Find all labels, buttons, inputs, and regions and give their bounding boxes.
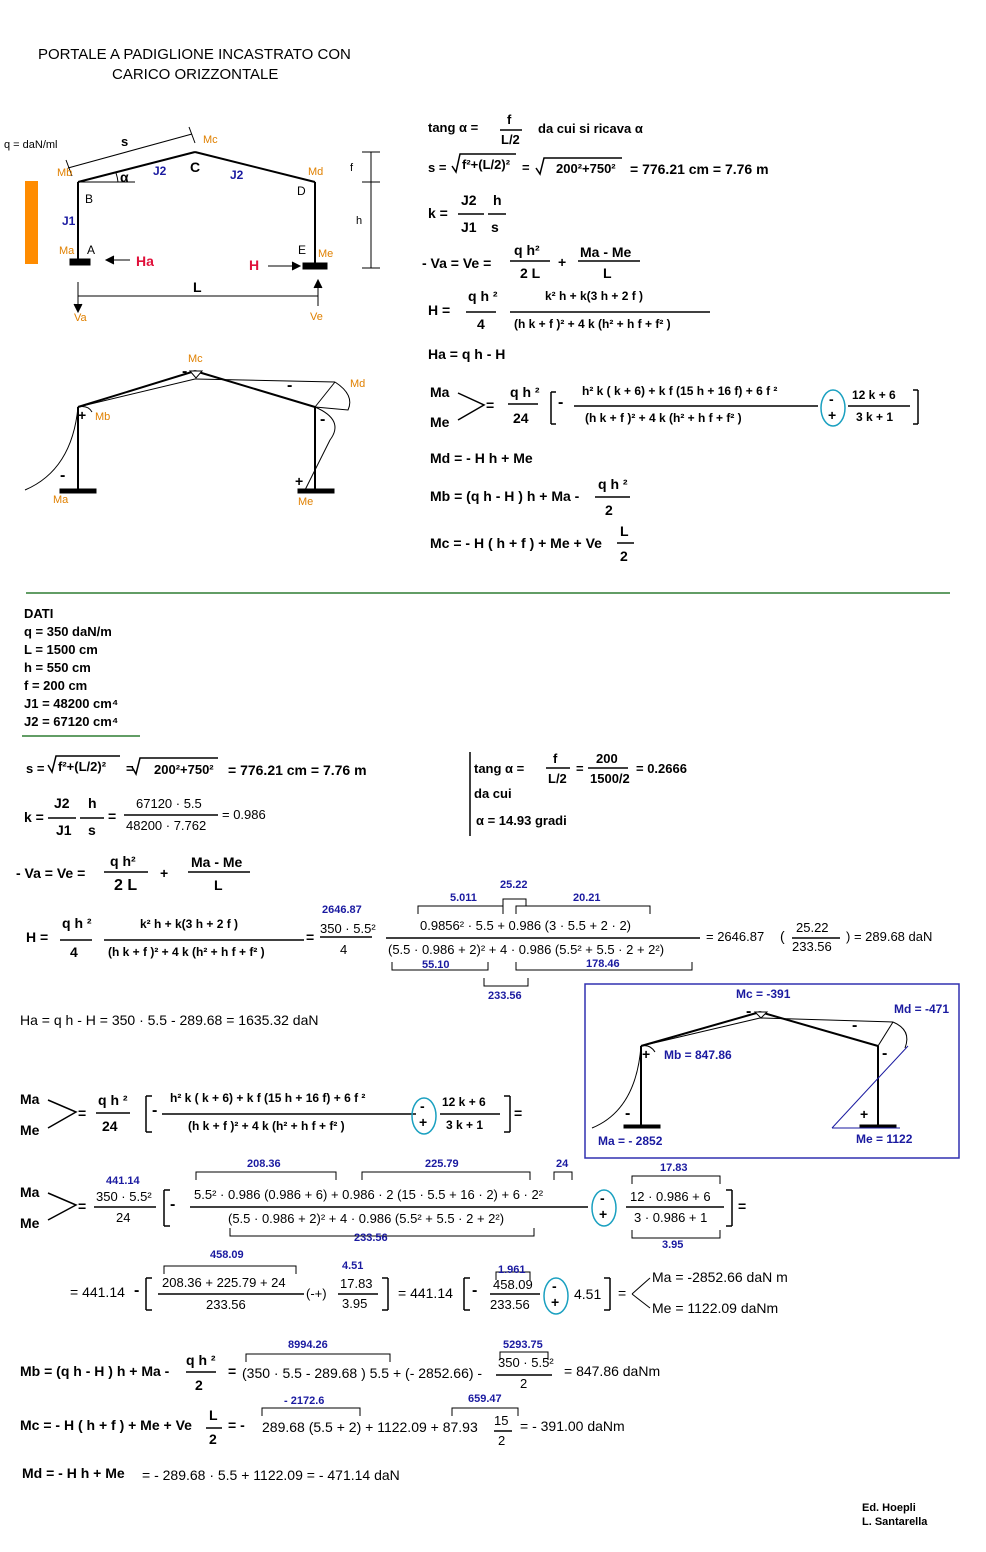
q-label: q = daN/ml bbox=[4, 139, 58, 151]
res-ann3: 1.961 bbox=[498, 1264, 526, 1276]
calc-Mb-num: q h ² bbox=[186, 1352, 216, 1368]
e-label: E bbox=[298, 243, 307, 257]
res-num1: 208.36 + 225.79 + 24 bbox=[162, 1275, 286, 1290]
tang-num: f bbox=[507, 112, 512, 127]
calc-Mc-ann2: 659.47 bbox=[468, 1393, 502, 1405]
res-den2: 3.95 bbox=[342, 1296, 368, 1311]
calc-tang-den: L/2 bbox=[548, 771, 567, 786]
res-Me: Me = 1122.09 daNm bbox=[652, 1300, 779, 1316]
frame1-drawing bbox=[25, 127, 380, 312]
H-formula: H = bbox=[428, 302, 451, 318]
calc-va: - Va = Ve = bbox=[16, 865, 86, 881]
res-pm-bot: + bbox=[551, 1294, 560, 1310]
calc-H-den5: 233.56 bbox=[792, 939, 832, 954]
MaMe-pm-bot: + bbox=[828, 407, 837, 423]
calc-s-rad: f²+(L/2)² bbox=[58, 759, 107, 774]
MaMe-minus: - bbox=[558, 394, 564, 411]
res-lhs: = 441.14 bbox=[70, 1284, 125, 1300]
num-ann1: 441.14 bbox=[106, 1175, 140, 1187]
va-den2: L bbox=[603, 265, 612, 281]
calc-MaMe-num3: 12 k + 6 bbox=[442, 1095, 486, 1109]
MaMe-den2: (h k + f )² + 4 k (h² + h f + f² ) bbox=[585, 411, 742, 425]
calc-k-den3: 48200 · 7.762 bbox=[126, 818, 207, 833]
num-ann-f: 3.95 bbox=[662, 1239, 684, 1251]
f2-minus-right: - bbox=[287, 377, 293, 394]
calc-va-den1: 2 L bbox=[114, 877, 138, 894]
res-eq2: = bbox=[618, 1285, 627, 1301]
s-val: = 776.21 cm = 7.76 m bbox=[630, 161, 769, 177]
calc-s: s = bbox=[26, 761, 45, 776]
Mb-den: 2 bbox=[605, 502, 613, 518]
MaMe-num2: h² k ( k + 6) + k f (15 h + 16 f) + 6 f ² bbox=[582, 384, 778, 398]
Mb-formula: Mb = (q h - H ) h + Ma - bbox=[430, 488, 580, 504]
calc-Mc-eq: = - bbox=[228, 1417, 245, 1433]
calc-H: H = bbox=[26, 929, 49, 945]
H-num1: q h ² bbox=[468, 288, 498, 304]
calc-Mc-num2: 15 bbox=[494, 1413, 509, 1428]
calc-tang-num2: 200 bbox=[596, 751, 618, 766]
s-label: s bbox=[121, 134, 129, 149]
f3-minus-d: - bbox=[882, 1045, 888, 1062]
res-pm: (-+) bbox=[306, 1286, 327, 1301]
f3-md: Md = -471 bbox=[894, 1002, 950, 1016]
num-ann-b: 225.79 bbox=[425, 1158, 459, 1170]
calc-Mb-ann1: 8994.26 bbox=[288, 1339, 328, 1351]
num-MaMe-Ma: Ma bbox=[20, 1184, 40, 1200]
num-num1: 350 · 5.5² bbox=[96, 1189, 152, 1204]
f-label: f bbox=[350, 162, 354, 174]
k-den1: J1 bbox=[461, 219, 477, 235]
dati-J2: J2 = 67120 cm⁴ bbox=[24, 714, 119, 729]
b-label: B bbox=[85, 192, 94, 206]
j2b-label: J2 bbox=[230, 168, 244, 182]
num-ann-c: 24 bbox=[556, 1158, 569, 1170]
calc-k: k = bbox=[24, 809, 44, 825]
MaMe-pm-top: - bbox=[829, 391, 834, 407]
MaMe-Me: Me bbox=[430, 414, 450, 430]
calc-s-rad2: 200²+750² bbox=[154, 762, 214, 777]
f2-mb: Mb bbox=[95, 411, 111, 423]
num-ann-a: 208.36 bbox=[247, 1158, 281, 1170]
f3-mb: Mb = 847.86 bbox=[664, 1048, 732, 1062]
MaMe-num1: q h ² bbox=[510, 384, 540, 400]
calc-H-result: ) = 289.68 daN bbox=[846, 929, 933, 944]
calc-H-eq: = bbox=[306, 929, 315, 945]
f2-ma: Ma bbox=[53, 494, 69, 506]
calc-Mb-val: = 847.86 daNm bbox=[564, 1363, 661, 1379]
va-label: Va bbox=[74, 312, 87, 324]
calc-k-den1: J1 bbox=[56, 822, 72, 838]
res-ann2: 4.51 bbox=[342, 1260, 364, 1272]
va-formula: - Va = Ve = bbox=[422, 255, 492, 271]
H-num2: k² h + k(3 h + 2 f ) bbox=[545, 289, 644, 303]
f2-minus-d: - bbox=[320, 411, 326, 428]
res-den3: 233.56 bbox=[490, 1297, 530, 1312]
me-label: Me bbox=[318, 248, 334, 260]
va-num1: q h² bbox=[514, 242, 540, 258]
MaMe-eq: = bbox=[486, 397, 495, 413]
h-label: h bbox=[356, 215, 363, 227]
calc-Mb-den: 2 bbox=[195, 1377, 203, 1393]
dati-header: DATI bbox=[24, 606, 54, 621]
calc-Mb-num2: 350 · 5.5² bbox=[498, 1355, 554, 1370]
s-eq: = bbox=[522, 160, 530, 175]
f2-md: Md bbox=[350, 378, 366, 390]
f3-plus-b: + bbox=[642, 1046, 651, 1062]
va-plus: + bbox=[558, 254, 567, 270]
calc-MaMe-minus: - bbox=[152, 1102, 158, 1119]
k-formula: k = bbox=[428, 205, 448, 221]
res-eq: = 441.14 bbox=[398, 1285, 453, 1301]
res-Ma: Ma = -2852.66 daN m bbox=[652, 1269, 788, 1285]
calc-H-paren: ( bbox=[780, 928, 785, 944]
Mb-num: q h ² bbox=[598, 476, 628, 492]
calc-MaMe-den3: 3 k + 1 bbox=[446, 1118, 484, 1132]
tang-formula: tang α = bbox=[428, 120, 479, 135]
tang-rest: da cui si ricava α bbox=[538, 121, 643, 136]
calc-tang-num: f bbox=[553, 751, 558, 766]
num-minus: - bbox=[170, 1196, 176, 1213]
dati-f: f = 200 cm bbox=[24, 678, 88, 693]
num-pm-top: - bbox=[600, 1190, 605, 1206]
title-line2: CARICO ORIZZONTALE bbox=[112, 66, 279, 83]
num-num2: 5.5² · 0.986 (0.986 + 6) + 0.986 · 2 (15 · 5.5 + 16 · 2) + 6 · 2² bbox=[194, 1187, 544, 1202]
s-formula: s = bbox=[428, 160, 447, 175]
num-pm-bot: + bbox=[599, 1206, 608, 1222]
f3-ma: Ma = - 2852 bbox=[598, 1134, 663, 1148]
s-rad2: 200²+750² bbox=[556, 161, 616, 176]
num-num3: 12 · 0.986 + 6 bbox=[630, 1189, 711, 1204]
f3-minus-c: - bbox=[746, 1003, 752, 1020]
num-ann-d: 17.83 bbox=[660, 1162, 688, 1174]
calc-s-val: = 776.21 cm = 7.76 m bbox=[228, 762, 367, 778]
res-ann1: 458.09 bbox=[210, 1249, 244, 1261]
calc-Mc-expr: 289.68 (5.5 + 2) + 1122.09 + 87.93 bbox=[262, 1419, 478, 1435]
calc-H-num1: q h ² bbox=[62, 915, 92, 931]
calc-MaMe-num1: q h ² bbox=[98, 1092, 128, 1108]
f2-plus-e: + bbox=[295, 473, 304, 489]
calc-MaMe-pm-bot: + bbox=[419, 1114, 428, 1130]
calc-Mb-den2: 2 bbox=[520, 1376, 528, 1391]
calc-Mb-ann2: 5293.75 bbox=[503, 1339, 543, 1351]
k-num2: h bbox=[493, 192, 502, 208]
Mc-den: 2 bbox=[620, 548, 628, 564]
calc-MaMe-num2: h² k ( k + 6) + k f (15 h + 16 f) + 6 f ² bbox=[170, 1091, 366, 1105]
calc-Mc-num: L bbox=[209, 1407, 218, 1423]
calc-alpha: α = 14.93 gradi bbox=[476, 813, 567, 828]
dati-h: h = 550 cm bbox=[24, 660, 91, 675]
md-label: Md bbox=[308, 166, 324, 178]
calc-H-ann-a: 5.011 bbox=[450, 892, 477, 904]
d-label: D bbox=[297, 184, 306, 198]
res-minus-a: - bbox=[134, 1282, 140, 1299]
f3-minus-a: - bbox=[625, 1105, 631, 1122]
dati-q: q = 350 daN/m bbox=[24, 624, 112, 639]
calc-va-den2: L bbox=[214, 877, 223, 893]
calc-MaMe-Me: Me bbox=[20, 1122, 40, 1138]
f2-plus-b: + bbox=[78, 407, 87, 423]
MaMe-den1: 24 bbox=[513, 410, 529, 426]
calc-tang: tang α = bbox=[474, 761, 525, 776]
calc-va-num1: q h² bbox=[110, 853, 136, 869]
calc-Mc-den2: 2 bbox=[498, 1433, 506, 1448]
calc-MaMe-den1: 24 bbox=[102, 1118, 118, 1134]
calc-tang-eq: = bbox=[576, 761, 584, 776]
calc-tang-val: = 0.2666 bbox=[636, 761, 687, 776]
mb-label: Mb bbox=[57, 167, 73, 179]
calc-Mb-eq: = bbox=[228, 1363, 237, 1379]
calc-k-num2: h bbox=[88, 795, 97, 811]
calc-H-ann-e: 178.46 bbox=[586, 958, 620, 970]
H-den2: (h k + f )² + 4 k (h² + h f + f² ) bbox=[514, 317, 671, 331]
va-den1: 2 L bbox=[520, 265, 541, 281]
num-den3: 3 · 0.986 + 1 bbox=[634, 1210, 708, 1225]
footer-author: L. Santarella bbox=[862, 1516, 928, 1528]
calc-k-num1: J2 bbox=[54, 795, 70, 811]
mc-label: Mc bbox=[203, 134, 218, 146]
calc-Ha: Ha = q h - H = 350 · 5.5 - 289.68 = 1635.32 daN bbox=[20, 1012, 319, 1028]
ma-label: Ma bbox=[59, 245, 75, 257]
calc-H-eq2: = 2646.87 bbox=[706, 929, 765, 944]
calc-Mc-val: = - 391.00 daNm bbox=[520, 1418, 625, 1434]
Md-formula: Md = - H h + Me bbox=[430, 450, 533, 466]
s-rad: f²+(L/2)² bbox=[462, 157, 511, 172]
calc-Mb: Mb = (q h - H ) h + Ma - bbox=[20, 1363, 170, 1379]
k-num1: J2 bbox=[461, 192, 477, 208]
calc-H-den3: 4 bbox=[340, 942, 348, 957]
res-minus-b: - bbox=[472, 1282, 478, 1299]
res-pm-top: - bbox=[552, 1278, 557, 1294]
calc-Mc-ann1: - 2172.6 bbox=[284, 1395, 325, 1407]
Ha-formula: Ha = q h - H bbox=[428, 346, 506, 362]
f2-mc: Mc bbox=[188, 353, 203, 365]
num-den2: (5.5 · 0.986 + 2)² + 4 · 0.986 (5.5² + 5.5 · 2 + 2²) bbox=[228, 1211, 505, 1226]
res-num2: 17.83 bbox=[340, 1276, 373, 1291]
f2-me: Me bbox=[298, 496, 314, 508]
calc-va-num2: Ma - Me bbox=[191, 854, 243, 870]
calc-H-num4: 0.9856² · 5.5 + 0.986 (3 · 5.5 + 2 · 2) bbox=[420, 918, 632, 933]
title-line1: PORTALE A PADIGLIONE INCASTRATO CON bbox=[38, 46, 351, 63]
dati-J1: J1 = 48200 cm⁴ bbox=[24, 696, 119, 711]
res-den1: 233.56 bbox=[206, 1297, 246, 1312]
load-bar bbox=[25, 181, 38, 264]
calc-H-num5: 25.22 bbox=[796, 920, 829, 935]
j1-label: J1 bbox=[62, 214, 76, 228]
MaMe-Ma: Ma bbox=[430, 384, 450, 400]
calc-dacui: da cui bbox=[474, 786, 512, 801]
num-eq2: = bbox=[738, 1198, 747, 1214]
calc-MaMe-den2: (h k + f )² + 4 k (h² + h f + f² ) bbox=[188, 1119, 345, 1133]
calc-Mc: Mc = - H ( h + f ) + Me + Ve bbox=[20, 1417, 192, 1433]
f2-minus-c: - bbox=[182, 363, 188, 380]
calc-H-den1: 4 bbox=[70, 944, 78, 960]
calc-MaMe-eq2: = bbox=[514, 1105, 523, 1121]
f3-minus-right: - bbox=[852, 1017, 858, 1034]
calc-H-den2: (h k + f )² + 4 k (h² + h f + f² ) bbox=[108, 945, 265, 959]
calc-H-ann-b: 25.22 bbox=[500, 879, 528, 891]
res-val: 4.51 bbox=[574, 1286, 602, 1302]
footer-publisher: Ed. Hoepli bbox=[862, 1502, 916, 1514]
num-ann-e: 233.56 bbox=[354, 1232, 388, 1244]
ha-label: Ha bbox=[136, 253, 154, 269]
calc-H-den4: (5.5 · 0.986 + 2)² + 4 · 0.986 (5.5² + 5.5 · 2 + 2²) bbox=[388, 942, 665, 957]
calc-tang-den2: 1500/2 bbox=[590, 771, 630, 786]
f2-minus-a: - bbox=[60, 467, 66, 484]
Mc-formula: Mc = - H ( h + f ) + Me + Ve bbox=[430, 535, 602, 551]
dati-L: L = 1500 cm bbox=[24, 642, 98, 657]
num-MaMe-Me: Me bbox=[20, 1215, 40, 1231]
calc-k-num3: 67120 · 5.5 bbox=[136, 796, 202, 811]
tang-den: L/2 bbox=[501, 132, 520, 147]
va-num2: Ma - Me bbox=[580, 244, 632, 260]
calc-MaMe-eq: = bbox=[78, 1105, 87, 1121]
H-den1: 4 bbox=[477, 316, 485, 332]
alpha-label: α bbox=[120, 169, 129, 185]
calc-H-ann-c: 20.21 bbox=[573, 892, 601, 904]
calc-Mb-expr: (350 · 5.5 - 289.68 ) 5.5 + (- 2852.66) - bbox=[242, 1365, 483, 1381]
f3-mc: Mc = -391 bbox=[736, 987, 791, 1001]
calc-MaMe-pm-top: - bbox=[420, 1098, 425, 1114]
k-den2: s bbox=[491, 219, 499, 235]
calc-H-num2: k² h + k(3 h + 2 f ) bbox=[140, 917, 239, 931]
calc-H-ann-d: 55.10 bbox=[422, 959, 450, 971]
ve-label: Ve bbox=[310, 311, 323, 323]
calc-Mc-den: 2 bbox=[209, 1431, 217, 1447]
h-force-label: H bbox=[249, 257, 260, 273]
c-label: C bbox=[190, 159, 201, 175]
j2a-label: J2 bbox=[153, 164, 167, 178]
num-MaMe-eq: = bbox=[78, 1198, 87, 1214]
num-den1: 24 bbox=[116, 1210, 131, 1225]
calc-k-val: = 0.986 bbox=[222, 807, 266, 822]
calc-s-eq: = bbox=[126, 761, 134, 776]
calc-k-eq: = bbox=[108, 808, 117, 824]
f3-plus-e: + bbox=[860, 1106, 869, 1122]
a-label: A bbox=[87, 243, 96, 257]
calc-va-plus: + bbox=[160, 865, 169, 881]
Mc-num: L bbox=[620, 523, 629, 539]
calc-k-den2: s bbox=[88, 822, 96, 838]
MaMe-num3: 12 k + 6 bbox=[852, 388, 896, 402]
f3-me: Me = 1122 bbox=[856, 1132, 913, 1146]
calc-H-ann1: 2646.87 bbox=[322, 904, 362, 916]
res-num3: 458.09 bbox=[493, 1277, 533, 1292]
l-label: L bbox=[193, 279, 202, 295]
MaMe-den3: 3 k + 1 bbox=[856, 410, 894, 424]
calc-H-num3: 350 · 5.5² bbox=[320, 921, 376, 936]
calc-MaMe-Ma: Ma bbox=[20, 1091, 40, 1107]
calc-H-ann-f: 233.56 bbox=[488, 990, 522, 1002]
calc-Md-val: = - 289.68 · 5.5 + 1122.09 = - 471.14 daN bbox=[142, 1467, 400, 1483]
calc-Md: Md = - H h + Me bbox=[22, 1465, 125, 1481]
